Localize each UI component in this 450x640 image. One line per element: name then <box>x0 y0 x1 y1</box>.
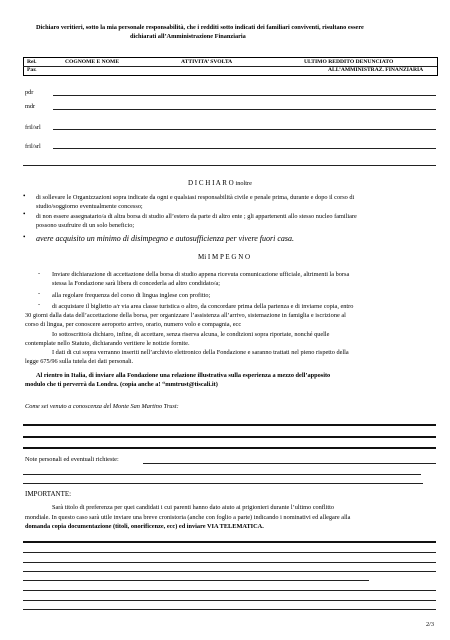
answer-line[interactable] <box>23 609 436 610</box>
row-label: fril/srl <box>25 124 41 131</box>
answer-line[interactable] <box>23 552 436 553</box>
row-line[interactable] <box>53 129 436 130</box>
col-par: Par. <box>27 67 37 73</box>
return-report-line2: modulo che ti perverrà da Londra. (copia anche a! “mmtrust@tiscali.it) <box>25 381 218 388</box>
col-name: COGNOME E NOME <box>65 59 120 65</box>
answer-line[interactable] <box>23 600 436 601</box>
impegno-line: 30 giorni dalla data dell’accettazione della borsa, per organizzare l’assistenza all’arrivo, sistemazione in famiglia e iscrizione al <box>25 312 346 319</box>
importante-line: mondiale. In questo caso sarà utile inviare una breve cronistoria (anche con foglio a parte) indicando i nominativi ed allegare alla <box>25 514 351 521</box>
how-did-you-hear-label: Come sei venuto a conoscenza del Monte San Martino Trust: <box>25 403 179 410</box>
importante-line: Sarà titolo di preferenza per quei candidati i cui parenti hanno dato aiuto ai prigionieri durante l’ultimo conflitto <box>52 504 335 511</box>
row-label: pdr <box>25 89 34 96</box>
declaration-header-line1: Dichiaro veritieri, sotto la mia personale responsabilità, che i redditi sotto indicati dei familiari conviventi, risultano essere <box>36 24 364 31</box>
dichiaro-item2-line1: di non essere assegnatario/a di altra borsa di studio all’estero da parte di altro ente ; gli appartenenti allo stesso nucleo familiare <box>36 213 357 220</box>
notes-line[interactable] <box>23 483 423 484</box>
impegno-line: contemplate nello Statuto, dichiarando veritiere le notizie fornite. <box>25 340 190 347</box>
impegno-title: Mi I M P E G N O <box>198 253 251 261</box>
dichiaro-title: D I C H I A R O inoltre <box>188 179 252 187</box>
declaration-header-line2: dichiarati all’Amministrazione Finanziaria <box>130 33 246 40</box>
impegno-line: I dati di cui sopra verranno inseriti nell’archivio elettronico della Fondazione e saranno trattati nel pieno rispetto della <box>52 349 349 356</box>
importante-title: IMPORTANTE: <box>25 490 72 498</box>
col-income-sub: ALL’AMMINISTRAZ. FINANZIARIA <box>328 67 424 73</box>
col-income: ULTIMO REDDITO DENUNCIATO <box>304 59 394 65</box>
impegno-line: Io sottoscritto/a dichiaro, infine, di accettare, senza riserva alcuna, le condizioni sopra riportate, nonché quelle <box>52 331 330 338</box>
dichiaro-item3: avere acquisito un minimo di disimpegno e autosufficienza per vivere fuori casa. <box>36 234 295 243</box>
page-number: 2/3 <box>426 621 435 628</box>
bullet-icon: • <box>23 210 26 218</box>
dichiaro-item1-line2: studio/soggiorno eventualmente concesso; <box>36 203 143 210</box>
impegno-line: Inviare dichiarazione di accettazione della borsa di studio appena ricevuta comunicazione ufficiale, altrimenti la borsa <box>52 271 350 278</box>
row-label: mdr <box>25 103 36 110</box>
answer-line[interactable] <box>23 436 436 438</box>
row-line[interactable] <box>53 148 436 149</box>
impegno-line: stessa la Fondazione sarà libera di concederla ad altro condidato/a; <box>52 280 221 287</box>
notes-line[interactable] <box>23 474 421 475</box>
importante-line: domanda copia documentazione (titoli, onorificenze, ecc) ed inviare VIA TELEMATICA. <box>25 523 264 530</box>
bullet-icon: • <box>23 192 26 200</box>
dichiaro-item1-line1: di sollevare le Organizzazioni sopra indicate da ogni e qualsiasi responsabilità civile e penale prima, durante e dopo il corso di <box>36 194 355 201</box>
answer-line[interactable] <box>23 562 436 563</box>
answer-line[interactable] <box>23 571 436 572</box>
answer-line[interactable] <box>23 424 436 426</box>
return-report-line1: Al rientro in Italia, di inviare alla Fondazione una relazione illustrativa sulla esperienza a mezzo dell’apposito <box>36 372 331 379</box>
answer-line[interactable] <box>23 447 436 449</box>
row-line[interactable] <box>53 109 436 110</box>
notes-label: Note personali ed eventuali richieste: <box>25 456 119 463</box>
row-line[interactable] <box>23 165 436 166</box>
answer-line[interactable] <box>23 580 369 581</box>
row-line[interactable] <box>53 95 436 96</box>
answer-line[interactable] <box>23 590 436 591</box>
impegno-line: di acquistare il biglietto a/r via area classe turistica o altro, da concordare prima della partenza e di inviarne copia, entro <box>52 303 354 310</box>
impegno-line: corso di lingua, per conoscere aeroporto arrivo, orario, numero volo e compagnia, ecc <box>25 321 242 328</box>
col-rel: Rel. <box>27 59 37 65</box>
bullet-icon: • <box>23 233 26 241</box>
answer-line[interactable] <box>23 541 436 543</box>
dichiaro-item2-line2: possono usufruire di un solo beneficio; <box>36 222 135 229</box>
dash-icon: - <box>38 301 41 308</box>
impegno-line: alla regolare frequenza del corso di lingua inglese con profitto; <box>52 292 211 299</box>
dash-icon: - <box>38 270 41 277</box>
impegno-line: legge 675/96 sulla tutela dei dati personali. <box>25 358 134 365</box>
dash-icon: - <box>38 290 41 297</box>
col-activity: ATTIVITA’ SVOLTA <box>181 59 233 65</box>
notes-line[interactable] <box>143 463 436 464</box>
row-label: fril/srl <box>25 143 41 150</box>
